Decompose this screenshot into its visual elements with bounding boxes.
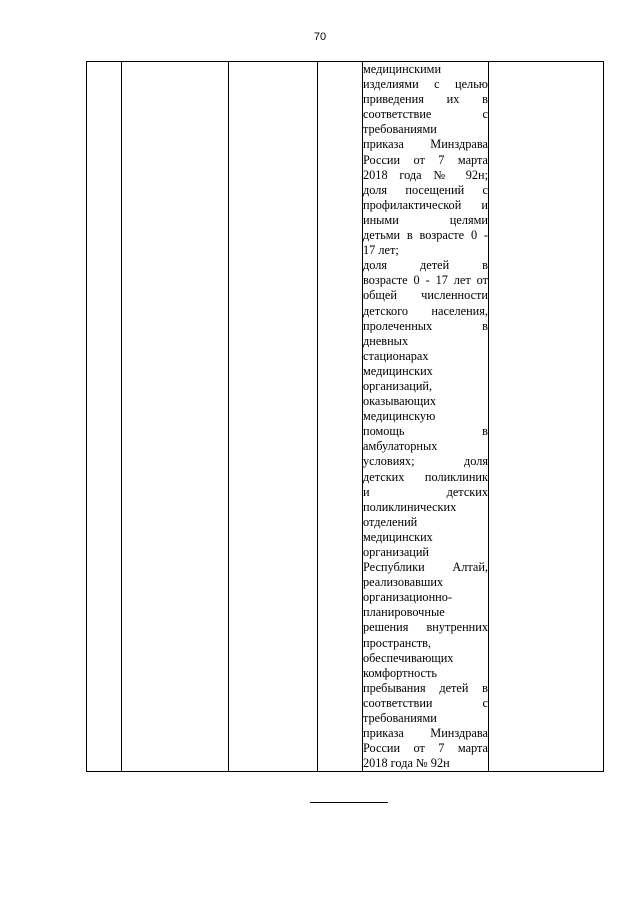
cell-text-line: медицинскую bbox=[363, 409, 436, 424]
cell-text-line: 2018 года № 92н; bbox=[363, 167, 488, 182]
cell-text-line: приказа Минздрава bbox=[363, 726, 488, 741]
cell-text-line: соответствии с bbox=[363, 695, 488, 710]
table-cell-indicators bbox=[363, 62, 489, 772]
table-cell-period bbox=[318, 62, 363, 772]
cell-text-line: организационно- bbox=[363, 590, 452, 605]
cell-text-line: 17 лет; bbox=[363, 243, 399, 258]
cell-text-line: Республики Алтай, bbox=[363, 560, 488, 575]
page-number: 70 bbox=[313, 31, 327, 43]
table-cell-number bbox=[87, 62, 122, 772]
cell-text-line: пролеченных в bbox=[363, 318, 488, 333]
footnote-separator bbox=[310, 802, 388, 803]
cell-text-line: медицинских bbox=[363, 363, 433, 378]
cell-text-line: амбулаторных bbox=[363, 439, 438, 454]
cell-text-line: России от 7 марта bbox=[363, 741, 488, 756]
cell-text-line: стационарах bbox=[363, 348, 429, 363]
cell-text-line: пребывания детей в bbox=[363, 680, 488, 695]
cell-text-line: пространств, bbox=[363, 635, 432, 650]
cell-text-line: доля детей в bbox=[363, 258, 488, 273]
cell-text-line: решения внутренних bbox=[363, 620, 488, 635]
cell-text-line: планировочные bbox=[363, 605, 445, 620]
cell-text-line: медицинскими bbox=[363, 62, 442, 76]
table-row bbox=[87, 62, 604, 772]
cell-text-line: требованиями bbox=[363, 711, 437, 726]
cell-text-line: 2018 года № 92н bbox=[363, 756, 450, 771]
cell-text-line: организаций, bbox=[363, 378, 433, 393]
table-cell-result bbox=[489, 62, 604, 772]
cell-text-line: помощь в bbox=[363, 424, 488, 439]
cell-text-line: обеспечивающих bbox=[363, 650, 454, 665]
cell-text-line: приказа Минздрава bbox=[363, 137, 488, 152]
cell-text-line: комфортность bbox=[363, 665, 437, 680]
cell-text-line: и детских bbox=[363, 484, 488, 499]
cell-text-line: требованиями bbox=[363, 122, 437, 137]
table-cell-measure bbox=[122, 62, 229, 772]
cell-text-line: детьми в возрасте 0 - bbox=[363, 228, 488, 243]
cell-text-line: общей численности bbox=[363, 288, 488, 303]
document-table bbox=[86, 61, 604, 772]
cell-text-line: приведения их в bbox=[363, 92, 488, 107]
cell-text-line: детских поликлиник bbox=[363, 469, 488, 484]
cell-text-line: доля посещений с bbox=[363, 182, 488, 197]
cell-text-line: отделений bbox=[363, 514, 418, 529]
cell-text-line: условиях; доля bbox=[363, 454, 488, 469]
cell-text-line: иными целями bbox=[363, 212, 488, 227]
cell-text-line: дневных bbox=[363, 333, 409, 348]
table-cell-executor bbox=[229, 62, 318, 772]
cell-text-line: оказывающих bbox=[363, 394, 437, 409]
cell-text-line: России от 7 марта bbox=[363, 152, 488, 167]
cell-text-line: медицинских bbox=[363, 529, 433, 544]
cell-text-line: детского населения, bbox=[363, 303, 488, 318]
cell-text-line: возрасте 0 - 17 лет от bbox=[363, 273, 488, 288]
cell-text-line: реализовавших bbox=[363, 575, 444, 590]
cell-text-line: поликлинических bbox=[363, 499, 457, 514]
cell-text-line: организаций bbox=[363, 545, 430, 559]
cell-text-line: профилактической и bbox=[363, 197, 488, 212]
cell-text-line: изделиями с целью bbox=[363, 77, 488, 92]
cell-text-line: соответствие с bbox=[363, 107, 488, 122]
